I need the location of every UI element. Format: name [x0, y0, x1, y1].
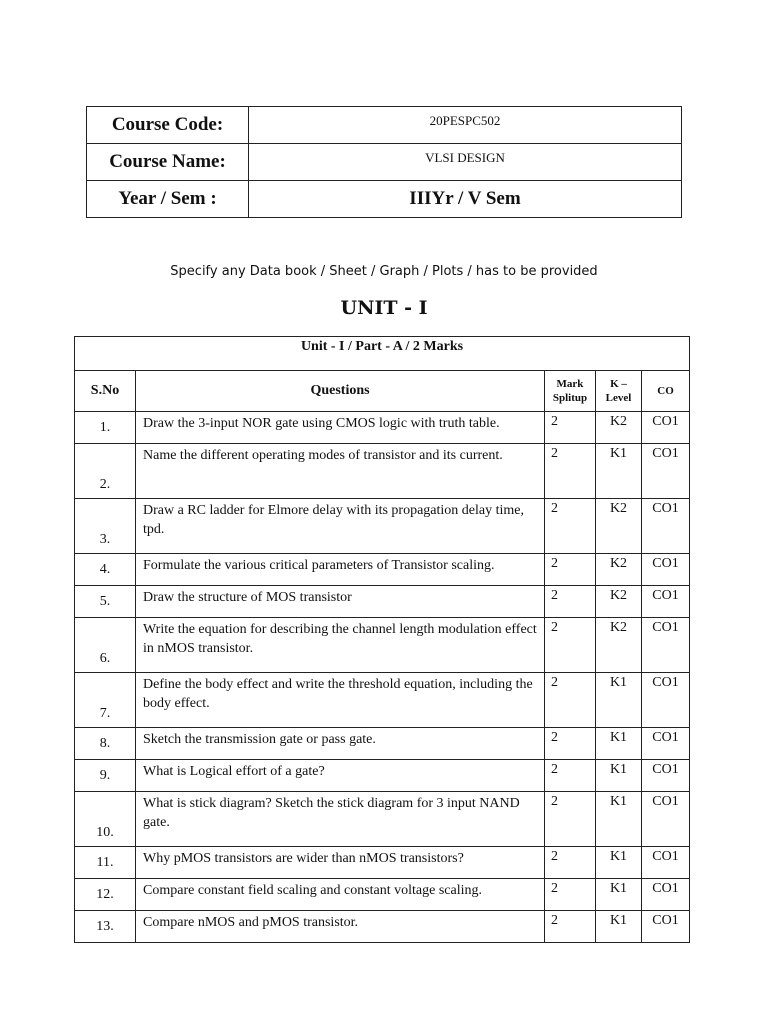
row-k-level: K1	[596, 792, 642, 847]
row-co: CO1	[642, 673, 690, 728]
course-name-row	[87, 144, 682, 181]
row-question: Why pMOS transistors are wider than nMOS transistors?	[136, 847, 545, 879]
row-co: CO1	[642, 412, 690, 444]
table-caption: Unit - I / Part - A / 2 Marks	[75, 337, 690, 371]
row-k-level: K2	[596, 554, 642, 586]
col-header-questions: Questions	[136, 371, 545, 412]
row-k-level: K1	[596, 847, 642, 879]
table-row	[75, 728, 690, 760]
row-co: CO1	[642, 554, 690, 586]
year-sem-value: IIIYr / V Sem	[249, 181, 682, 218]
row-question: What is Logical effort of a gate?	[136, 760, 545, 792]
row-question: Formulate the various critical parameters of Transistor scaling.	[136, 554, 545, 586]
col-header-sno: S.No	[75, 371, 136, 412]
row-co: CO1	[642, 792, 690, 847]
col-header-k-level	[596, 371, 642, 412]
row-sno: 5.	[75, 586, 136, 618]
k-header-line2: Level	[605, 392, 632, 404]
row-co: CO1	[642, 879, 690, 911]
row-sno: 11.	[75, 847, 136, 879]
column-header-row	[75, 371, 690, 412]
questions-table	[74, 336, 690, 943]
course-code-label: Course Code:	[87, 107, 249, 144]
row-sno: 3.	[75, 499, 136, 554]
row-co: CO1	[642, 618, 690, 673]
row-mark: 2	[545, 911, 596, 943]
row-k-level: K2	[596, 586, 642, 618]
table-row	[75, 760, 690, 792]
k-header-line1: K –	[610, 378, 627, 390]
row-mark: 2	[545, 586, 596, 618]
row-mark: 2	[545, 554, 596, 586]
course-name-value: VLSI DESIGN	[249, 144, 682, 181]
row-sno: 6.	[75, 618, 136, 673]
row-sno: 2.	[75, 444, 136, 499]
row-sno: 10.	[75, 792, 136, 847]
table-row	[75, 618, 690, 673]
year-sem-row	[87, 181, 682, 218]
data-book-note: Specify any Data book / Sheet / Graph / Plots / has to be provided	[170, 264, 598, 279]
table-caption-row	[75, 337, 690, 371]
table-row	[75, 412, 690, 444]
table-row	[75, 499, 690, 554]
course-info-table	[86, 106, 682, 218]
row-mark: 2	[545, 847, 596, 879]
row-sno: 9.	[75, 760, 136, 792]
row-k-level: K1	[596, 673, 642, 728]
table-row	[75, 847, 690, 879]
row-mark: 2	[545, 618, 596, 673]
row-question: Draw the structure of MOS transistor	[136, 586, 545, 618]
row-co: CO1	[642, 586, 690, 618]
row-sno: 12.	[75, 879, 136, 911]
row-k-level: K1	[596, 879, 642, 911]
row-co: CO1	[642, 444, 690, 499]
row-mark: 2	[545, 792, 596, 847]
row-sno: 1.	[75, 412, 136, 444]
row-question: What is stick diagram? Sketch the stick diagram for 3 input NAND gate.	[136, 792, 545, 847]
col-header-mark-splitup	[545, 371, 596, 412]
row-k-level: K2	[596, 618, 642, 673]
row-co: CO1	[642, 847, 690, 879]
row-k-level: K1	[596, 760, 642, 792]
row-mark: 2	[545, 499, 596, 554]
col-header-co: CO	[642, 371, 690, 412]
row-question: Draw a RC ladder for Elmore delay with its propagation delay time, tpd.	[136, 499, 545, 554]
row-k-level: K1	[596, 911, 642, 943]
course-code-value: 20PESPC502	[249, 107, 682, 144]
mark-header-line1: Mark	[556, 378, 584, 390]
row-mark: 2	[545, 728, 596, 760]
row-mark: 2	[545, 760, 596, 792]
row-question: Write the equation for describing the channel length modulation effect in nMOS transistor.	[136, 618, 545, 673]
row-mark: 2	[545, 412, 596, 444]
row-question: Draw the 3-input NOR gate using CMOS logic with truth table.	[136, 412, 545, 444]
row-sno: 13.	[75, 911, 136, 943]
row-sno: 8.	[75, 728, 136, 760]
row-sno: 7.	[75, 673, 136, 728]
course-name-label: Course Name:	[87, 144, 249, 181]
row-question: Name the different operating modes of transistor and its current.	[136, 444, 545, 499]
table-row	[75, 792, 690, 847]
row-k-level: K1	[596, 728, 642, 760]
row-question: Sketch the transmission gate or pass gate.	[136, 728, 545, 760]
row-mark: 2	[545, 879, 596, 911]
row-question: Define the body effect and write the threshold equation, including the body effect.	[136, 673, 545, 728]
table-row	[75, 586, 690, 618]
row-co: CO1	[642, 760, 690, 792]
table-row	[75, 911, 690, 943]
row-sno: 4.	[75, 554, 136, 586]
row-mark: 2	[545, 673, 596, 728]
year-sem-label: Year / Sem :	[87, 181, 249, 218]
mark-header-line2: Splitup	[552, 392, 588, 404]
row-co: CO1	[642, 728, 690, 760]
row-k-level: K2	[596, 499, 642, 554]
row-mark: 2	[545, 444, 596, 499]
course-code-row	[87, 107, 682, 144]
unit-title: UNIT - I	[340, 297, 428, 319]
row-k-level: K2	[596, 412, 642, 444]
table-row	[75, 554, 690, 586]
row-question: Compare constant field scaling and constant voltage scaling.	[136, 879, 545, 911]
row-question: Compare nMOS and pMOS transistor.	[136, 911, 545, 943]
row-co: CO1	[642, 499, 690, 554]
question-rows	[75, 412, 690, 943]
row-co: CO1	[642, 911, 690, 943]
row-k-level: K1	[596, 444, 642, 499]
table-row	[75, 673, 690, 728]
table-row	[75, 879, 690, 911]
table-row	[75, 444, 690, 499]
